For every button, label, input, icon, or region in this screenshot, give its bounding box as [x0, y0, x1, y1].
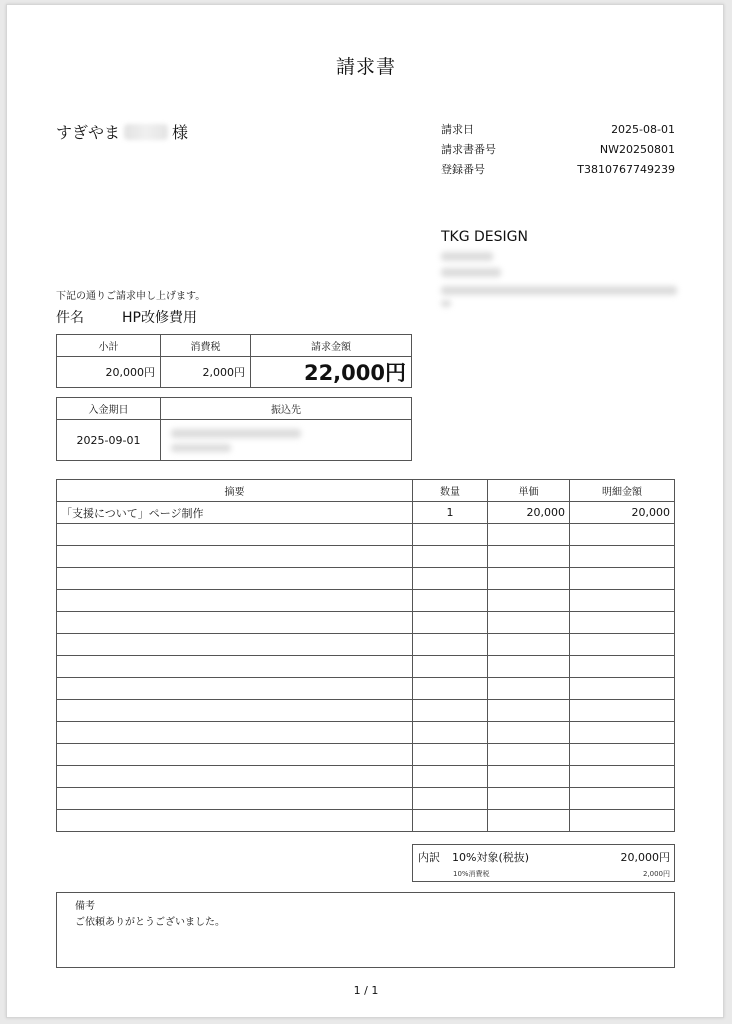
- description-header: 摘要: [57, 480, 413, 502]
- item-row: [57, 744, 675, 766]
- item-unit-price: [488, 744, 570, 766]
- item-amount: [570, 546, 675, 568]
- items-table: [56, 479, 675, 832]
- redacted-address: [441, 286, 677, 295]
- due-date-header: 入金期日: [57, 398, 161, 420]
- item-amount: [570, 722, 675, 744]
- remarks-text: ご依頼ありがとうございました。: [75, 917, 225, 928]
- item-description: [57, 766, 413, 788]
- meta-label: 請求書番号: [441, 143, 496, 156]
- recipient-name: すぎやま: [56, 123, 121, 142]
- redacted-bank: [171, 429, 301, 438]
- item-unit-price: [488, 634, 570, 656]
- item-quantity: [413, 568, 488, 590]
- breakdown-target-value: 20,000円: [620, 851, 670, 864]
- item-row: [57, 634, 675, 656]
- item-row: [57, 788, 675, 810]
- item-quantity: [413, 700, 488, 722]
- item-unit-price: [488, 678, 570, 700]
- breakdown-target-label: 10%対象(税抜): [452, 851, 530, 864]
- redacted-address: [441, 300, 451, 307]
- item-unit-price: [488, 546, 570, 568]
- meta-row: [441, 160, 675, 180]
- subject-value: HP改修費用: [122, 310, 197, 326]
- item-amount: [570, 700, 675, 722]
- recipient: [56, 120, 188, 143]
- tax-breakdown: [412, 844, 675, 882]
- item-amount: [570, 788, 675, 810]
- breakdown-tax-label: 10%消費税: [453, 870, 490, 878]
- bank-info: [161, 420, 412, 461]
- item-amount: [570, 568, 675, 590]
- breakdown-tax-row: [453, 869, 670, 879]
- item-amount: [570, 656, 675, 678]
- unit-price-header: 単価: [488, 480, 570, 502]
- line-total-header: 明細金額: [570, 480, 675, 502]
- item-row: [57, 524, 675, 546]
- remarks-label: 備考: [75, 901, 95, 912]
- item-quantity: [413, 678, 488, 700]
- meta-row: [441, 120, 675, 140]
- quantity-header: 数量: [413, 480, 488, 502]
- item-description: [57, 678, 413, 700]
- item-unit-price: [488, 656, 570, 678]
- item-amount: [570, 744, 675, 766]
- item-unit-price: [488, 590, 570, 612]
- item-unit-price: [488, 700, 570, 722]
- item-row: [57, 722, 675, 744]
- item-unit-price: 20,000: [488, 502, 570, 524]
- item-unit-price: [488, 810, 570, 832]
- bank-header: 振込先: [161, 398, 412, 420]
- item-quantity: [413, 612, 488, 634]
- total-amount: 22,000円: [251, 357, 412, 388]
- item-description: [57, 788, 413, 810]
- item-quantity: [413, 546, 488, 568]
- item-quantity: [413, 788, 488, 810]
- item-amount: [570, 590, 675, 612]
- item-row: [57, 568, 675, 590]
- meta-label: 請求日: [441, 123, 474, 136]
- breakdown-label: 内訳: [418, 851, 440, 864]
- subtotal-header: 小計: [57, 335, 161, 357]
- summary-table: [56, 334, 412, 388]
- item-description: 「支援について」ページ制作: [57, 502, 413, 524]
- redacted-address: [441, 252, 493, 261]
- meta-value: T3810767749239: [577, 163, 675, 176]
- item-description: [57, 810, 413, 832]
- meta-value: 2025-08-01: [611, 123, 675, 136]
- subtotal-value: 20,000円: [57, 357, 161, 388]
- item-amount: [570, 524, 675, 546]
- item-amount: [570, 810, 675, 832]
- item-unit-price: [488, 612, 570, 634]
- intro-text: 下記の通りご請求申し上げます。: [56, 291, 206, 302]
- item-quantity: [413, 810, 488, 832]
- item-description: [57, 590, 413, 612]
- issuer-name: TKG DESIGN: [441, 229, 528, 245]
- item-unit-price: [488, 766, 570, 788]
- invoice-meta: [441, 120, 675, 180]
- item-row: [57, 766, 675, 788]
- subject: [56, 307, 197, 327]
- item-row: [57, 590, 675, 612]
- recipient-honorific: 様: [172, 123, 189, 142]
- tax-header: 消費税: [161, 335, 251, 357]
- document-title: 請求書: [335, 56, 396, 78]
- due-date-value: 2025-09-01: [57, 420, 161, 461]
- item-row: [57, 656, 675, 678]
- item-quantity: [413, 766, 488, 788]
- item-quantity: [413, 524, 488, 546]
- item-row: [57, 810, 675, 832]
- item-description: [57, 546, 413, 568]
- item-amount: [570, 766, 675, 788]
- item-quantity: [413, 656, 488, 678]
- breakdown-row: [418, 849, 670, 865]
- meta-label: 登録番号: [441, 163, 485, 176]
- item-description: [57, 744, 413, 766]
- item-quantity: [413, 744, 488, 766]
- item-unit-price: [488, 568, 570, 590]
- item-quantity: 1: [413, 502, 488, 524]
- payment-table: [56, 397, 412, 461]
- subject-label: 件名: [56, 310, 84, 326]
- tax-value: 2,000円: [161, 357, 251, 388]
- item-quantity: [413, 590, 488, 612]
- item-unit-price: [488, 722, 570, 744]
- item-description: [57, 634, 413, 656]
- item-quantity: [413, 722, 488, 744]
- redacted-name: [124, 124, 168, 140]
- meta-value: NW20250801: [599, 143, 675, 156]
- item-row: [57, 700, 675, 722]
- item-amount: [570, 634, 675, 656]
- item-unit-price: [488, 524, 570, 546]
- item-description: [57, 700, 413, 722]
- redacted-bank: [171, 444, 231, 452]
- item-row: [57, 502, 675, 524]
- remarks-box: [56, 892, 675, 968]
- page-indicator: 1 / 1: [353, 984, 379, 997]
- item-row: [57, 546, 675, 568]
- item-description: [57, 524, 413, 546]
- item-amount: 20,000: [570, 502, 675, 524]
- breakdown-tax-value: 2,000円: [642, 870, 670, 878]
- item-row: [57, 678, 675, 700]
- redacted-address: [441, 268, 501, 277]
- item-amount: [570, 678, 675, 700]
- meta-row: [441, 140, 675, 160]
- item-description: [57, 722, 413, 744]
- item-quantity: [413, 634, 488, 656]
- item-description: [57, 568, 413, 590]
- item-description: [57, 612, 413, 634]
- item-unit-price: [488, 788, 570, 810]
- total-header: 請求金額: [251, 335, 412, 357]
- item-amount: [570, 612, 675, 634]
- item-description: [57, 656, 413, 678]
- item-row: [57, 612, 675, 634]
